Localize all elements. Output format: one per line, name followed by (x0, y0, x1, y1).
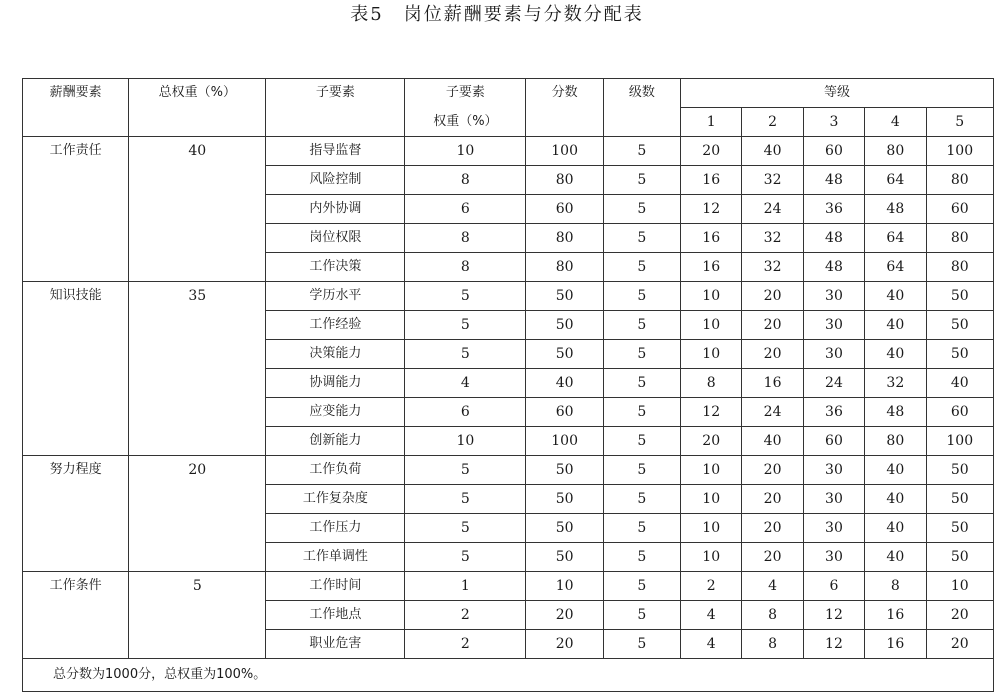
grade-1-cell: 16 (681, 224, 742, 253)
grade-1-cell: 8 (681, 369, 742, 398)
score-cell: 60 (526, 398, 603, 427)
grade-5-cell: 50 (926, 456, 993, 485)
grade-5-cell: 60 (926, 195, 993, 224)
header-grade-5: 5 (926, 108, 993, 137)
table-footnote: 总分数为1000分，总权重为100%。 (23, 659, 994, 692)
header-grade-1: 1 (681, 108, 742, 137)
sub-factor-cell: 应变能力 (266, 398, 405, 427)
grade-1-cell: 20 (681, 427, 742, 456)
levels-cell: 5 (603, 398, 680, 427)
score-cell: 50 (526, 543, 603, 572)
score-cell: 100 (526, 137, 603, 166)
grade-5-cell: 40 (926, 369, 993, 398)
sub-weight-cell: 6 (405, 195, 526, 224)
grade-4-cell: 8 (865, 572, 926, 601)
score-cell: 50 (526, 282, 603, 311)
grade-3-cell: 48 (803, 224, 864, 253)
sub-factor-cell: 协调能力 (266, 369, 405, 398)
grade-3-cell: 60 (803, 427, 864, 456)
grade-5-cell: 80 (926, 166, 993, 195)
grade-4-cell: 16 (865, 601, 926, 630)
sub-weight-cell: 5 (405, 282, 526, 311)
grade-3-cell: 12 (803, 601, 864, 630)
score-cell: 20 (526, 601, 603, 630)
grade-2-cell: 32 (742, 253, 803, 282)
grade-3-cell: 30 (803, 311, 864, 340)
grade-3-cell: 48 (803, 253, 864, 282)
score-cell: 80 (526, 166, 603, 195)
levels-cell: 5 (603, 340, 680, 369)
grade-5-cell: 20 (926, 630, 993, 659)
sub-weight-cell: 8 (405, 166, 526, 195)
sub-weight-cell: 8 (405, 253, 526, 282)
grade-3-cell: 30 (803, 456, 864, 485)
factor-cell: 工作条件 (23, 572, 129, 659)
grade-1-cell: 16 (681, 253, 742, 282)
total-weight-cell: 20 (129, 456, 266, 572)
grade-3-cell: 12 (803, 630, 864, 659)
grade-1-cell: 10 (681, 311, 742, 340)
header-sub-weight-line2: 权重（%） (405, 108, 526, 137)
score-cell: 50 (526, 485, 603, 514)
grade-2-cell: 40 (742, 427, 803, 456)
grade-4-cell: 64 (865, 166, 926, 195)
levels-cell: 5 (603, 572, 680, 601)
table-row (23, 572, 994, 601)
sub-factor-cell: 工作决策 (266, 253, 405, 282)
grade-3-cell: 30 (803, 282, 864, 311)
grade-2-cell: 4 (742, 572, 803, 601)
sub-factor-cell: 风险控制 (266, 166, 405, 195)
score-cell: 50 (526, 340, 603, 369)
grade-2-cell: 16 (742, 369, 803, 398)
grade-5-cell: 100 (926, 427, 993, 456)
salary-factor-table (22, 78, 994, 692)
header-sub-factor: 子要素 (266, 79, 405, 137)
grade-3-cell: 30 (803, 514, 864, 543)
grade-1-cell: 12 (681, 398, 742, 427)
grade-5-cell: 50 (926, 543, 993, 572)
sub-weight-cell: 5 (405, 514, 526, 543)
grade-3-cell: 36 (803, 398, 864, 427)
grade-5-cell: 80 (926, 253, 993, 282)
grade-4-cell: 48 (865, 195, 926, 224)
grade-2-cell: 20 (742, 456, 803, 485)
levels-cell: 5 (603, 427, 680, 456)
grade-2-cell: 20 (742, 514, 803, 543)
grade-4-cell: 48 (865, 398, 926, 427)
grade-4-cell: 16 (865, 630, 926, 659)
grade-5-cell: 10 (926, 572, 993, 601)
sub-weight-cell: 5 (405, 311, 526, 340)
grade-2-cell: 24 (742, 398, 803, 427)
grade-1-cell: 10 (681, 514, 742, 543)
score-cell: 50 (526, 456, 603, 485)
header-levels: 级数 (603, 79, 680, 137)
sub-factor-cell: 决策能力 (266, 340, 405, 369)
table-row (23, 456, 994, 485)
score-cell: 50 (526, 514, 603, 543)
sub-factor-cell: 工作压力 (266, 514, 405, 543)
sub-weight-cell: 2 (405, 630, 526, 659)
levels-cell: 5 (603, 485, 680, 514)
score-cell: 40 (526, 369, 603, 398)
grade-4-cell: 40 (865, 282, 926, 311)
levels-cell: 5 (603, 369, 680, 398)
levels-cell: 5 (603, 630, 680, 659)
sub-weight-cell: 5 (405, 543, 526, 572)
grade-1-cell: 16 (681, 166, 742, 195)
grade-5-cell: 20 (926, 601, 993, 630)
sub-weight-cell: 10 (405, 427, 526, 456)
grade-5-cell: 60 (926, 398, 993, 427)
header-sub-weight-line1: 子要素 (405, 79, 526, 108)
grade-3-cell: 24 (803, 369, 864, 398)
header-total-weight: 总权重（%） (129, 79, 266, 137)
total-weight-cell: 40 (129, 137, 266, 282)
grade-1-cell: 12 (681, 195, 742, 224)
grade-4-cell: 40 (865, 543, 926, 572)
grade-4-cell: 64 (865, 253, 926, 282)
levels-cell: 5 (603, 456, 680, 485)
score-cell: 100 (526, 427, 603, 456)
grade-2-cell: 32 (742, 166, 803, 195)
header-grade-3: 3 (803, 108, 864, 137)
score-cell: 20 (526, 630, 603, 659)
grade-3-cell: 36 (803, 195, 864, 224)
levels-cell: 5 (603, 166, 680, 195)
grade-3-cell: 30 (803, 543, 864, 572)
levels-cell: 5 (603, 311, 680, 340)
grade-4-cell: 80 (865, 427, 926, 456)
levels-cell: 5 (603, 224, 680, 253)
grade-3-cell: 6 (803, 572, 864, 601)
header-grade-4: 4 (865, 108, 926, 137)
grade-2-cell: 8 (742, 601, 803, 630)
grade-2-cell: 20 (742, 485, 803, 514)
sub-factor-cell: 工作地点 (266, 601, 405, 630)
factor-cell: 知识技能 (23, 282, 129, 456)
score-cell: 10 (526, 572, 603, 601)
header-grade-2: 2 (742, 108, 803, 137)
sub-weight-cell: 5 (405, 485, 526, 514)
grade-5-cell: 50 (926, 282, 993, 311)
sub-weight-cell: 6 (405, 398, 526, 427)
grade-5-cell: 50 (926, 485, 993, 514)
sub-weight-cell: 2 (405, 601, 526, 630)
grade-5-cell: 50 (926, 311, 993, 340)
grade-3-cell: 30 (803, 485, 864, 514)
score-cell: 50 (526, 311, 603, 340)
factor-cell: 努力程度 (23, 456, 129, 572)
grade-4-cell: 64 (865, 224, 926, 253)
sub-factor-cell: 学历水平 (266, 282, 405, 311)
sub-factor-cell: 指导监督 (266, 137, 405, 166)
grade-4-cell: 80 (865, 137, 926, 166)
sub-factor-cell: 工作复杂度 (266, 485, 405, 514)
grade-2-cell: 20 (742, 311, 803, 340)
sub-factor-cell: 工作时间 (266, 572, 405, 601)
grade-2-cell: 20 (742, 340, 803, 369)
grade-5-cell: 80 (926, 224, 993, 253)
table-title: 表5 岗位薪酬要素与分数分配表 (350, 4, 644, 25)
levels-cell: 5 (603, 514, 680, 543)
grade-1-cell: 4 (681, 630, 742, 659)
sub-factor-cell: 工作负荷 (266, 456, 405, 485)
sub-weight-cell: 10 (405, 137, 526, 166)
sub-factor-cell: 工作单调性 (266, 543, 405, 572)
sub-factor-cell: 岗位权限 (266, 224, 405, 253)
table-row (23, 137, 994, 166)
levels-cell: 5 (603, 282, 680, 311)
sub-weight-cell: 5 (405, 456, 526, 485)
grade-2-cell: 20 (742, 282, 803, 311)
grade-4-cell: 40 (865, 311, 926, 340)
grade-1-cell: 10 (681, 543, 742, 572)
grade-5-cell: 50 (926, 514, 993, 543)
factor-cell: 工作责任 (23, 137, 129, 282)
grade-2-cell: 8 (742, 630, 803, 659)
header-score: 分数 (526, 79, 603, 137)
grade-3-cell: 30 (803, 340, 864, 369)
grade-2-cell: 40 (742, 137, 803, 166)
grade-2-cell: 20 (742, 543, 803, 572)
score-cell: 80 (526, 253, 603, 282)
grade-1-cell: 10 (681, 282, 742, 311)
grade-1-cell: 10 (681, 456, 742, 485)
grade-1-cell: 4 (681, 601, 742, 630)
grade-4-cell: 40 (865, 456, 926, 485)
grade-4-cell: 40 (865, 340, 926, 369)
grade-4-cell: 40 (865, 485, 926, 514)
score-cell: 80 (526, 224, 603, 253)
levels-cell: 5 (603, 601, 680, 630)
score-cell: 60 (526, 195, 603, 224)
grade-2-cell: 32 (742, 224, 803, 253)
sub-factor-cell: 职业危害 (266, 630, 405, 659)
sub-factor-cell: 工作经验 (266, 311, 405, 340)
sub-weight-cell: 5 (405, 340, 526, 369)
sub-weight-cell: 1 (405, 572, 526, 601)
grade-1-cell: 10 (681, 485, 742, 514)
levels-cell: 5 (603, 195, 680, 224)
grade-1-cell: 10 (681, 340, 742, 369)
levels-cell: 5 (603, 543, 680, 572)
grade-1-cell: 20 (681, 137, 742, 166)
levels-cell: 5 (603, 253, 680, 282)
sub-weight-cell: 8 (405, 224, 526, 253)
grade-5-cell: 50 (926, 340, 993, 369)
total-weight-cell: 35 (129, 282, 266, 456)
grade-4-cell: 40 (865, 514, 926, 543)
grade-5-cell: 100 (926, 137, 993, 166)
grade-1-cell: 2 (681, 572, 742, 601)
sub-factor-cell: 内外协调 (266, 195, 405, 224)
sub-factor-cell: 创新能力 (266, 427, 405, 456)
header-factor: 薪酬要素 (23, 79, 129, 137)
levels-cell: 5 (603, 137, 680, 166)
sub-weight-cell: 4 (405, 369, 526, 398)
table-row (23, 282, 994, 311)
grade-3-cell: 48 (803, 166, 864, 195)
header-grade: 等级 (681, 79, 994, 108)
grade-4-cell: 32 (865, 369, 926, 398)
grade-3-cell: 60 (803, 137, 864, 166)
grade-2-cell: 24 (742, 195, 803, 224)
total-weight-cell: 5 (129, 572, 266, 659)
